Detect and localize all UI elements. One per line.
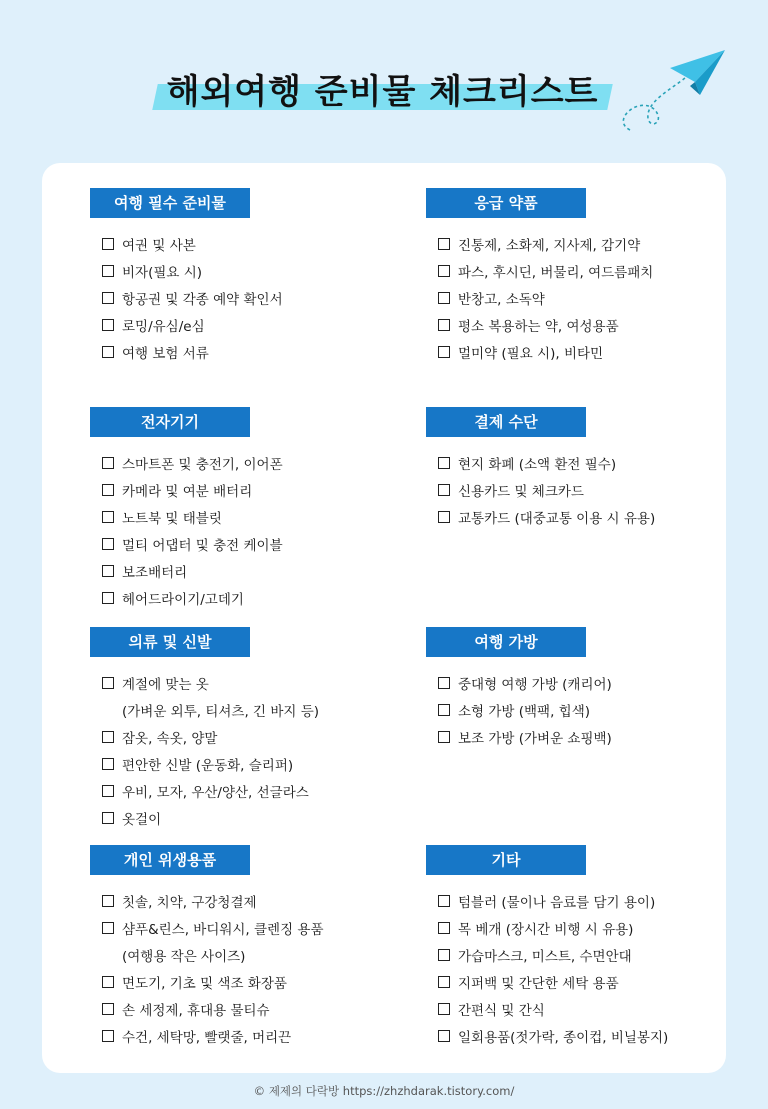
checklist-item-note xyxy=(90,941,410,968)
checklist-item[interactable] xyxy=(426,669,746,696)
item-label: 텀블러 (물이나 음료를 담기 용이) xyxy=(458,894,656,911)
checklist-item[interactable] xyxy=(426,503,746,530)
checkbox[interactable] xyxy=(438,292,450,304)
checklist-item[interactable] xyxy=(426,914,746,941)
item-label: 현지 화폐 (소액 환전 필수) xyxy=(458,456,617,473)
checklist-item[interactable] xyxy=(90,530,410,557)
item-label: 면도기, 기초 및 색조 화장품 xyxy=(122,975,287,992)
checklist-item[interactable] xyxy=(426,887,746,914)
checkbox[interactable] xyxy=(102,1030,114,1042)
checkbox[interactable] xyxy=(438,346,450,358)
checkbox[interactable] xyxy=(438,949,450,961)
checkbox[interactable] xyxy=(102,538,114,550)
checklist-card xyxy=(42,163,726,1073)
section-header: 의류 및 신발 xyxy=(90,627,250,657)
section-header: 개인 위생용품 xyxy=(90,845,250,875)
checkbox[interactable] xyxy=(102,758,114,770)
title-area xyxy=(155,62,610,112)
checklist-item[interactable] xyxy=(90,230,410,257)
item-label: 계절에 맞는 옷 xyxy=(122,676,209,693)
item-label: 소형 가방 (백팩, 힙색) xyxy=(458,703,591,720)
checkbox[interactable] xyxy=(438,976,450,988)
checklist-item[interactable] xyxy=(90,311,410,338)
footer-credit: © 제제의 다락방 https://zhzhdarak.tistory.com/ xyxy=(253,1084,515,1098)
checkbox[interactable] xyxy=(102,592,114,604)
checklist-item[interactable] xyxy=(90,1022,410,1049)
checkbox[interactable] xyxy=(438,922,450,934)
section-header: 여행 가방 xyxy=(426,627,586,657)
checklist-item[interactable] xyxy=(90,914,410,941)
checkbox[interactable] xyxy=(102,677,114,689)
checkbox[interactable] xyxy=(438,265,450,277)
item-label: 중대형 여행 가방 (캐리어) xyxy=(458,676,612,693)
item-label: 로밍/유심/e심 xyxy=(122,318,205,335)
checklist-item[interactable] xyxy=(426,941,746,968)
item-label: 반창고, 소독약 xyxy=(458,291,545,308)
checkbox[interactable] xyxy=(102,1003,114,1015)
section-etc xyxy=(426,845,746,1049)
item-label: 진통제, 소화제, 지사제, 감기약 xyxy=(458,237,641,254)
checkbox[interactable] xyxy=(438,319,450,331)
item-label: 수건, 세탁망, 빨랫줄, 머리끈 xyxy=(122,1029,292,1046)
checklist-item[interactable] xyxy=(90,284,410,311)
section-hygiene xyxy=(90,845,410,1049)
checklist-item[interactable] xyxy=(90,777,410,804)
checklist-item[interactable] xyxy=(90,557,410,584)
checklist-item[interactable] xyxy=(90,804,410,831)
item-label: 옷걸이 xyxy=(122,811,162,828)
checklist-item[interactable] xyxy=(90,449,410,476)
checklist-item[interactable] xyxy=(90,584,410,611)
item-label: 손 세정제, 휴대용 물티슈 xyxy=(122,1002,270,1019)
checkbox[interactable] xyxy=(102,812,114,824)
checkbox[interactable] xyxy=(102,976,114,988)
item-label: (가벼운 외투, 티셔츠, 긴 바지 등) xyxy=(122,703,320,720)
item-label: 목 베개 (장시간 비행 시 유용) xyxy=(458,921,634,938)
checkbox[interactable] xyxy=(438,895,450,907)
section-travel-essentials xyxy=(90,188,410,365)
checkbox[interactable] xyxy=(102,922,114,934)
section-clothing xyxy=(90,627,410,831)
section-luggage xyxy=(426,627,746,750)
checkbox[interactable] xyxy=(102,292,114,304)
checklist-item[interactable] xyxy=(426,995,746,1022)
checkbox[interactable] xyxy=(102,484,114,496)
item-label: 편안한 신발 (운동화, 슬리퍼) xyxy=(122,757,294,774)
item-label: 비자(필요 시) xyxy=(122,264,203,281)
item-label: 노트북 및 태블릿 xyxy=(122,510,222,527)
checklist-item[interactable] xyxy=(426,968,746,995)
checkbox[interactable] xyxy=(438,511,450,523)
section-header: 응급 약품 xyxy=(426,188,586,218)
item-label: 교통카드 (대중교통 이용 시 유용) xyxy=(458,510,656,527)
section-header: 전자기기 xyxy=(90,407,250,437)
item-label: 가습마스크, 미스트, 수면안대 xyxy=(458,948,632,965)
section-header: 결제 수단 xyxy=(426,407,586,437)
checkbox[interactable] xyxy=(438,238,450,250)
checklist-item-note xyxy=(90,696,410,723)
checklist-item[interactable] xyxy=(426,311,746,338)
checklist-item[interactable] xyxy=(426,257,746,284)
page-title: 해외여행 준비물 체크리스트 xyxy=(166,72,599,112)
checklist-item[interactable] xyxy=(90,995,410,1022)
item-label: 멀티 어댑터 및 충전 케이블 xyxy=(122,537,283,554)
checklist-item[interactable] xyxy=(426,696,746,723)
section-emergency-medicine xyxy=(426,188,746,365)
item-label: 샴푸&린스, 바디워시, 클렌징 용품 xyxy=(122,921,324,938)
checklist-item[interactable] xyxy=(426,723,746,750)
item-label: 스마트폰 및 충전기, 이어폰 xyxy=(122,456,283,473)
item-label: 우비, 모자, 우산/양산, 선글라스 xyxy=(122,784,309,801)
checkbox[interactable] xyxy=(102,238,114,250)
checklist-item[interactable] xyxy=(426,449,746,476)
checklist-item[interactable] xyxy=(90,338,410,365)
section-header: 여행 필수 준비물 xyxy=(90,188,250,218)
item-label: 여행 보험 서류 xyxy=(122,345,209,362)
checkbox[interactable] xyxy=(438,1030,450,1042)
checkbox[interactable] xyxy=(102,785,114,797)
checkbox[interactable] xyxy=(438,704,450,716)
item-label: 지퍼백 및 간단한 세탁 용품 xyxy=(458,975,619,992)
checkbox[interactable] xyxy=(438,484,450,496)
item-label: 잠옷, 속옷, 양말 xyxy=(122,730,218,747)
paper-plane-icon xyxy=(590,40,730,140)
checkbox[interactable] xyxy=(102,565,114,577)
checklist-item[interactable] xyxy=(90,723,410,750)
checklist-item[interactable] xyxy=(426,338,746,365)
section-payment xyxy=(426,407,746,530)
item-label: 보조배터리 xyxy=(122,564,188,581)
checkbox[interactable] xyxy=(102,265,114,277)
item-label: 간편식 및 간식 xyxy=(458,1002,545,1019)
item-label: 멀미약 (필요 시), 비타민 xyxy=(458,345,604,362)
checklist-item[interactable] xyxy=(426,284,746,311)
item-label: 평소 복용하는 약, 여성용품 xyxy=(458,318,619,335)
item-label: 칫솔, 치약, 구강청결제 xyxy=(122,894,257,911)
checkbox[interactable] xyxy=(438,457,450,469)
item-label: 신용카드 및 체크카드 xyxy=(458,483,584,500)
item-label: 여권 및 사본 xyxy=(122,237,196,254)
item-label: 일회용품(젓가락, 종이컵, 비닐봉지) xyxy=(458,1029,669,1046)
item-label: 카메라 및 여분 배터리 xyxy=(122,483,253,500)
item-label: 항공권 및 각종 예약 확인서 xyxy=(122,291,283,308)
section-electronics xyxy=(90,407,410,611)
checklist-item[interactable] xyxy=(90,503,410,530)
checkbox[interactable] xyxy=(102,511,114,523)
item-label: (여행용 작은 사이즈) xyxy=(122,948,246,965)
checklist-item[interactable] xyxy=(426,230,746,257)
checkbox[interactable] xyxy=(438,1003,450,1015)
checklist-item[interactable] xyxy=(90,750,410,777)
item-label: 헤어드라이기/고데기 xyxy=(122,591,244,608)
checklist-item[interactable] xyxy=(426,1022,746,1049)
checkbox[interactable] xyxy=(438,677,450,689)
checklist-item[interactable] xyxy=(90,257,410,284)
checkbox[interactable] xyxy=(102,457,114,469)
checkbox[interactable] xyxy=(102,731,114,743)
section-header: 기타 xyxy=(426,845,586,875)
item-label: 보조 가방 (가벼운 쇼핑백) xyxy=(458,730,612,747)
checklist-item[interactable] xyxy=(426,476,746,503)
checklist-item[interactable] xyxy=(90,887,410,914)
checkbox[interactable] xyxy=(102,895,114,907)
checkbox[interactable] xyxy=(102,346,114,358)
item-label: 파스, 후시딘, 버물리, 여드름패치 xyxy=(458,264,654,281)
checkbox[interactable] xyxy=(438,731,450,743)
checklist-item[interactable] xyxy=(90,968,410,995)
checklist-item[interactable] xyxy=(90,476,410,503)
checkbox[interactable] xyxy=(102,319,114,331)
checklist-item[interactable] xyxy=(90,669,410,696)
